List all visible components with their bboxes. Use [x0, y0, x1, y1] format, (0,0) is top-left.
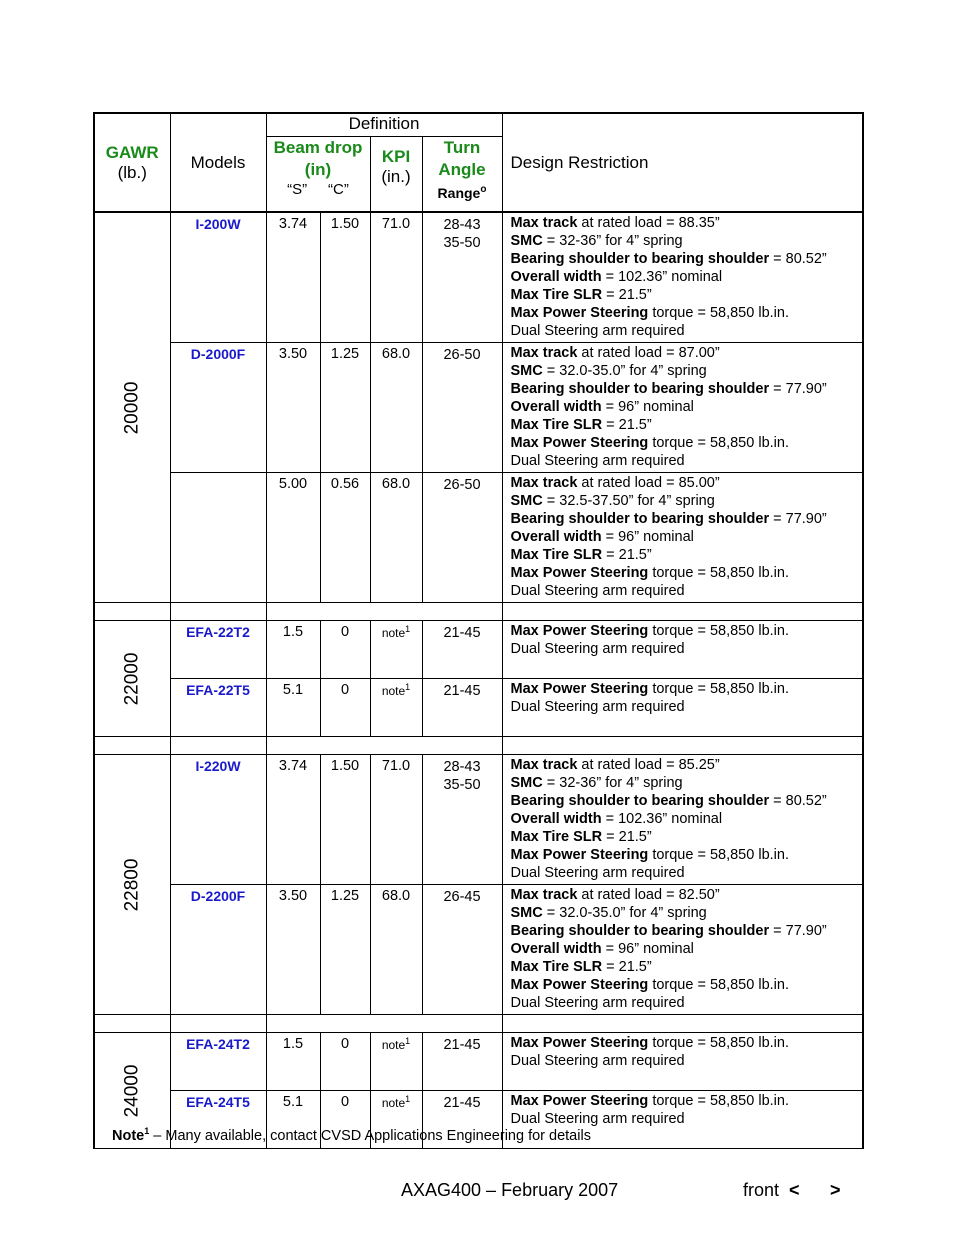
beam-drop-s: 3.74: [266, 212, 320, 343]
restriction-line: [511, 774, 857, 792]
beam-drop-s: 5.1: [266, 679, 320, 737]
turn-angle-header: [422, 137, 502, 213]
beam-drop-label: Beam drop (in): [273, 138, 363, 179]
kpi-note: note: [381, 684, 406, 698]
restriction-key: Max Tire SLR: [510, 547, 603, 563]
spacer-cell: [502, 737, 863, 755]
restriction-line: [511, 1092, 857, 1110]
table-row: [94, 343, 863, 473]
gawr-value: 22800: [121, 858, 143, 911]
kpi-value: [370, 621, 422, 679]
restriction-key: Max Power Steering: [510, 1093, 649, 1109]
beam-drop-s: 3.50: [266, 885, 320, 1015]
beam-drop-s: 3.74: [266, 755, 320, 885]
restriction-key: Max Power Steering: [510, 305, 649, 321]
turn-angle-range: [422, 679, 502, 737]
restriction-key: Max track: [510, 475, 578, 491]
restriction-key: Max Power Steering: [510, 565, 649, 581]
gawr-value-cell: [94, 755, 170, 1015]
restriction-key: Max Power Steering: [510, 435, 649, 451]
restriction-line: [511, 492, 857, 510]
restriction-line: [511, 680, 857, 698]
model-name: EFA-22T2: [170, 621, 266, 679]
restriction-line: [511, 904, 857, 922]
gawr-header-label: GAWR: [105, 142, 159, 162]
spacer-cell: [170, 603, 266, 621]
table-row: [94, 1033, 863, 1091]
restriction-value: = 21.5”: [602, 287, 652, 303]
restriction-value: = 77.90”: [769, 381, 827, 397]
restriction-line: [511, 640, 857, 658]
spacer-cell: [170, 1015, 266, 1033]
turn-range-1: 28-43: [443, 217, 481, 233]
beam-drop-s: 1.5: [266, 1033, 320, 1091]
model-name: EFA-22T5: [170, 679, 266, 737]
document-id: AXAG400 – February 2007: [401, 1180, 619, 1200]
design-restriction: [502, 473, 863, 603]
spacer-cell: [266, 737, 502, 755]
kpi-note-sup: 1: [405, 624, 411, 634]
restriction-value: Dual Steering arm required: [510, 453, 685, 469]
restriction-line: [511, 546, 857, 564]
restriction-value: torque = 58,850 lb.in.: [648, 565, 789, 581]
kpi-unit: (in.): [381, 167, 411, 186]
kpi-note: note: [381, 1038, 406, 1052]
restriction-value: = 96” nominal: [601, 399, 694, 415]
beam-drop-c: 0: [320, 1033, 370, 1091]
restriction-value: = 102.36” nominal: [601, 811, 723, 827]
restriction-value: Dual Steering arm required: [510, 583, 685, 599]
restriction-line: [511, 1052, 857, 1070]
gawr-value: 20000: [121, 381, 143, 434]
restriction-line: [511, 792, 857, 810]
restriction-key: SMC: [510, 233, 543, 249]
model-name: [170, 473, 266, 603]
turn-range-1: 26-45: [443, 889, 481, 905]
footnote-text: – Many available, contact CVSD Applications Engineering for details: [149, 1127, 591, 1144]
kpi-note-sup: 1: [405, 1094, 411, 1104]
restriction-key: Max Power Steering: [510, 1035, 649, 1051]
kpi-header: [370, 137, 422, 213]
restriction-value: = 21.5”: [602, 829, 652, 845]
restriction-key: Max track: [510, 345, 578, 361]
table-row: [94, 621, 863, 679]
design-restriction-header: Design Restriction: [502, 113, 863, 212]
beam-drop-c: 1.50: [320, 755, 370, 885]
beam-drop-header: [266, 137, 370, 213]
restriction-key: Max Tire SLR: [510, 959, 603, 975]
restriction-value: torque = 58,850 lb.in.: [648, 623, 789, 639]
restriction-value: Dual Steering arm required: [510, 1111, 685, 1127]
restriction-line: [511, 976, 857, 994]
restriction-line: [511, 398, 857, 416]
design-restriction: [502, 679, 863, 737]
spacer-cell: [266, 1015, 502, 1033]
restriction-key: Bearing shoulder to bearing shoulder: [510, 511, 770, 527]
restriction-line: [511, 886, 857, 904]
restriction-line: [511, 958, 857, 976]
restriction-line: [511, 304, 857, 322]
restriction-line: [511, 828, 857, 846]
restriction-key: Overall width: [510, 399, 602, 415]
restriction-value: at rated load = 88.35”: [577, 215, 720, 231]
restriction-value: = 96” nominal: [601, 529, 694, 545]
turn-range-1: 26-50: [443, 347, 481, 363]
model-name: EFA-24T5: [170, 1091, 266, 1149]
table-row: [94, 755, 863, 885]
spacer-row: [94, 603, 863, 621]
restriction-line: [511, 564, 857, 582]
restriction-value: = 32-36” for 4” spring: [542, 233, 683, 249]
model-name: EFA-24T2: [170, 1033, 266, 1091]
restriction-line: [511, 452, 857, 470]
beam-drop-s: 5.1: [266, 1091, 320, 1149]
restriction-value: = 32.0-35.0” for 4” spring: [542, 905, 707, 921]
front-link[interactable]: front: [743, 1180, 780, 1200]
restriction-value: torque = 58,850 lb.in.: [648, 681, 789, 697]
restriction-line: [511, 416, 857, 434]
restriction-line: [511, 846, 857, 864]
turn-range-1: 21-45: [443, 625, 481, 641]
restriction-value: = 32-36” for 4” spring: [542, 775, 683, 791]
restriction-value: = 21.5”: [602, 959, 652, 975]
spacer-cell: [502, 1015, 863, 1033]
turn-range-2: 35-50: [443, 777, 481, 793]
turn-angle-range: [422, 343, 502, 473]
restriction-value: = 32.0-35.0” for 4” spring: [542, 363, 707, 379]
restriction-line: [511, 528, 857, 546]
restriction-value: Dual Steering arm required: [510, 323, 685, 339]
restriction-line: [511, 510, 857, 528]
range-degree: o: [480, 184, 487, 195]
restriction-value: Dual Steering arm required: [510, 699, 685, 715]
restriction-value: Dual Steering arm required: [510, 865, 685, 881]
restriction-value: at rated load = 87.00”: [577, 345, 720, 361]
beam-drop-c: 1.25: [320, 343, 370, 473]
restriction-line: [511, 434, 857, 452]
kpi-note-sup: 1: [405, 1036, 411, 1046]
restriction-key: Max track: [510, 887, 578, 903]
turn-angle-range: [422, 473, 502, 603]
turn-range-1: 21-45: [443, 683, 481, 699]
turn-angle-label: Turn Angle: [438, 138, 486, 179]
table-row: [94, 885, 863, 1015]
restriction-value: = 21.5”: [602, 547, 652, 563]
restriction-line: [511, 1034, 857, 1052]
gawr-value: 22000: [121, 652, 143, 705]
kpi-value: 71.0: [370, 755, 422, 885]
restriction-value: torque = 58,850 lb.in.: [648, 977, 789, 993]
turn-angle-range: [422, 885, 502, 1015]
restriction-key: Max Power Steering: [510, 847, 649, 863]
restriction-key: SMC: [510, 775, 543, 791]
beam-drop-c: 0: [320, 1091, 370, 1149]
restriction-line: [511, 214, 857, 232]
beam-drop-s: 3.50: [266, 343, 320, 473]
design-restriction: [502, 885, 863, 1015]
spacer-cell: [266, 603, 502, 621]
spacer-row: [94, 737, 863, 755]
restriction-value: = 77.90”: [769, 923, 827, 939]
restriction-line: [511, 250, 857, 268]
restriction-line: [511, 232, 857, 250]
restriction-value: = 102.36” nominal: [601, 269, 723, 285]
restriction-value: = 77.90”: [769, 511, 827, 527]
turn-angle-range: [422, 755, 502, 885]
definition-header: Definition: [266, 113, 502, 137]
design-restriction: [502, 212, 863, 343]
restriction-value: torque = 58,850 lb.in.: [648, 847, 789, 863]
kpi-value: [370, 679, 422, 737]
footnote-label: Note: [112, 1127, 145, 1144]
restriction-line: [511, 322, 857, 340]
restriction-value: = 96” nominal: [601, 941, 694, 957]
beam-drop-c: 1.25: [320, 885, 370, 1015]
restriction-line: [511, 362, 857, 380]
beam-sc-labels: [267, 181, 370, 199]
table-row: [94, 212, 863, 343]
restriction-key: Bearing shoulder to bearing shoulder: [510, 923, 770, 939]
restriction-value: torque = 58,850 lb.in.: [648, 435, 789, 451]
table-row: [94, 679, 863, 737]
beam-drop-c: 1.50: [320, 212, 370, 343]
restriction-line: [511, 268, 857, 286]
restriction-key: SMC: [510, 363, 543, 379]
beam-drop-s: 5.00: [266, 473, 320, 603]
design-restriction: [502, 755, 863, 885]
restriction-value: = 32.5-37.50” for 4” spring: [542, 493, 715, 509]
gawr-header-unit: (lb.): [117, 162, 147, 182]
turn-angle-range: [422, 212, 502, 343]
spacer-cell: [94, 737, 170, 755]
kpi-note-sup: 1: [405, 682, 411, 692]
restriction-value: Dual Steering arm required: [510, 995, 685, 1011]
kpi-value: 68.0: [370, 343, 422, 473]
table-row: [94, 473, 863, 603]
restriction-value: Dual Steering arm required: [510, 1053, 685, 1069]
beam-drop-c: 0: [320, 621, 370, 679]
beam-drop-c: 0: [320, 679, 370, 737]
restriction-value: torque = 58,850 lb.in.: [648, 305, 789, 321]
next-page-button[interactable]: >: [830, 1180, 841, 1200]
restriction-line: [511, 474, 857, 492]
beam-c-label: “C”: [328, 181, 349, 198]
footnote-sup: 1: [144, 1126, 150, 1136]
gawr-value-cell: [94, 212, 170, 603]
kpi-value: 68.0: [370, 473, 422, 603]
kpi-value: [370, 1033, 422, 1091]
restriction-key: Max Power Steering: [510, 681, 649, 697]
restriction-key: Max Tire SLR: [510, 829, 603, 845]
turn-range-1: 21-45: [443, 1095, 481, 1111]
restriction-key: SMC: [510, 493, 543, 509]
restriction-key: Max Tire SLR: [510, 287, 603, 303]
restriction-line: [511, 698, 857, 716]
restriction-key: Max Power Steering: [510, 623, 649, 639]
restriction-line: [511, 622, 857, 640]
model-name: D-2200F: [170, 885, 266, 1015]
restriction-key: SMC: [510, 905, 543, 921]
model-name: I-200W: [170, 212, 266, 343]
gawr-value-cell: [94, 621, 170, 737]
restriction-value: at rated load = 82.50”: [577, 887, 720, 903]
restriction-key: Bearing shoulder to bearing shoulder: [510, 381, 770, 397]
kpi-label: KPI: [381, 147, 411, 166]
gawr-value: 24000: [121, 1064, 143, 1117]
axle-spec-table: [93, 112, 864, 1149]
spacer-cell: [94, 1015, 170, 1033]
restriction-value: torque = 58,850 lb.in.: [648, 1093, 789, 1109]
turn-angle-range: [422, 1033, 502, 1091]
restriction-line: [511, 344, 857, 362]
gawr-header: [94, 113, 170, 212]
prev-page-button[interactable]: <: [789, 1180, 800, 1200]
restriction-line: [511, 922, 857, 940]
restriction-line: [511, 810, 857, 828]
beam-drop-c: 0.56: [320, 473, 370, 603]
spacer-cell: [170, 737, 266, 755]
kpi-value: 68.0: [370, 885, 422, 1015]
kpi-note: note: [381, 626, 406, 640]
range-label: [423, 181, 502, 203]
restriction-line: [511, 380, 857, 398]
range-text: Range: [437, 184, 481, 201]
restriction-key: Max Power Steering: [510, 977, 649, 993]
model-name: D-2000F: [170, 343, 266, 473]
beam-s-label: “S”: [287, 181, 308, 198]
turn-range-1: 21-45: [443, 1037, 481, 1053]
restriction-key: Overall width: [510, 269, 602, 285]
restriction-key: Bearing shoulder to bearing shoulder: [510, 251, 770, 267]
models-header: [170, 113, 266, 212]
restriction-key: Max Tire SLR: [510, 417, 603, 433]
restriction-line: [511, 864, 857, 882]
spacer-cell: [502, 603, 863, 621]
restriction-value: at rated load = 85.25”: [577, 757, 720, 773]
restriction-line: [511, 756, 857, 774]
restriction-value: at rated load = 85.00”: [577, 475, 720, 491]
restriction-line: [511, 940, 857, 958]
restriction-line: [511, 994, 857, 1012]
turn-range-1: 26-50: [443, 477, 481, 493]
restriction-key: Max track: [510, 757, 578, 773]
spacer-cell: [94, 603, 170, 621]
design-restriction: [502, 1033, 863, 1091]
restriction-key: Max track: [510, 215, 578, 231]
restriction-key: Overall width: [510, 811, 602, 827]
restriction-value: torque = 58,850 lb.in.: [648, 1035, 789, 1051]
restriction-line: [511, 286, 857, 304]
restriction-line: [511, 582, 857, 600]
kpi-note: note: [381, 1096, 406, 1110]
design-restriction: [502, 621, 863, 679]
restriction-value: = 21.5”: [602, 417, 652, 433]
turn-range-2: 35-50: [443, 235, 481, 251]
beam-drop-s: 1.5: [266, 621, 320, 679]
turn-angle-range: [422, 621, 502, 679]
kpi-value: 71.0: [370, 212, 422, 343]
spacer-row: [94, 1015, 863, 1033]
footnote: [112, 1126, 591, 1144]
restriction-key: Bearing shoulder to bearing shoulder: [510, 793, 770, 809]
restriction-key: Overall width: [510, 941, 602, 957]
restriction-value: = 80.52”: [769, 251, 827, 267]
models-header-label: Models: [190, 152, 246, 172]
restriction-value: Dual Steering arm required: [510, 641, 685, 657]
restriction-value: = 80.52”: [769, 793, 827, 809]
model-name: I-220W: [170, 755, 266, 885]
turn-range-1: 28-43: [443, 759, 481, 775]
design-restriction: [502, 343, 863, 473]
restriction-key: Overall width: [510, 529, 602, 545]
